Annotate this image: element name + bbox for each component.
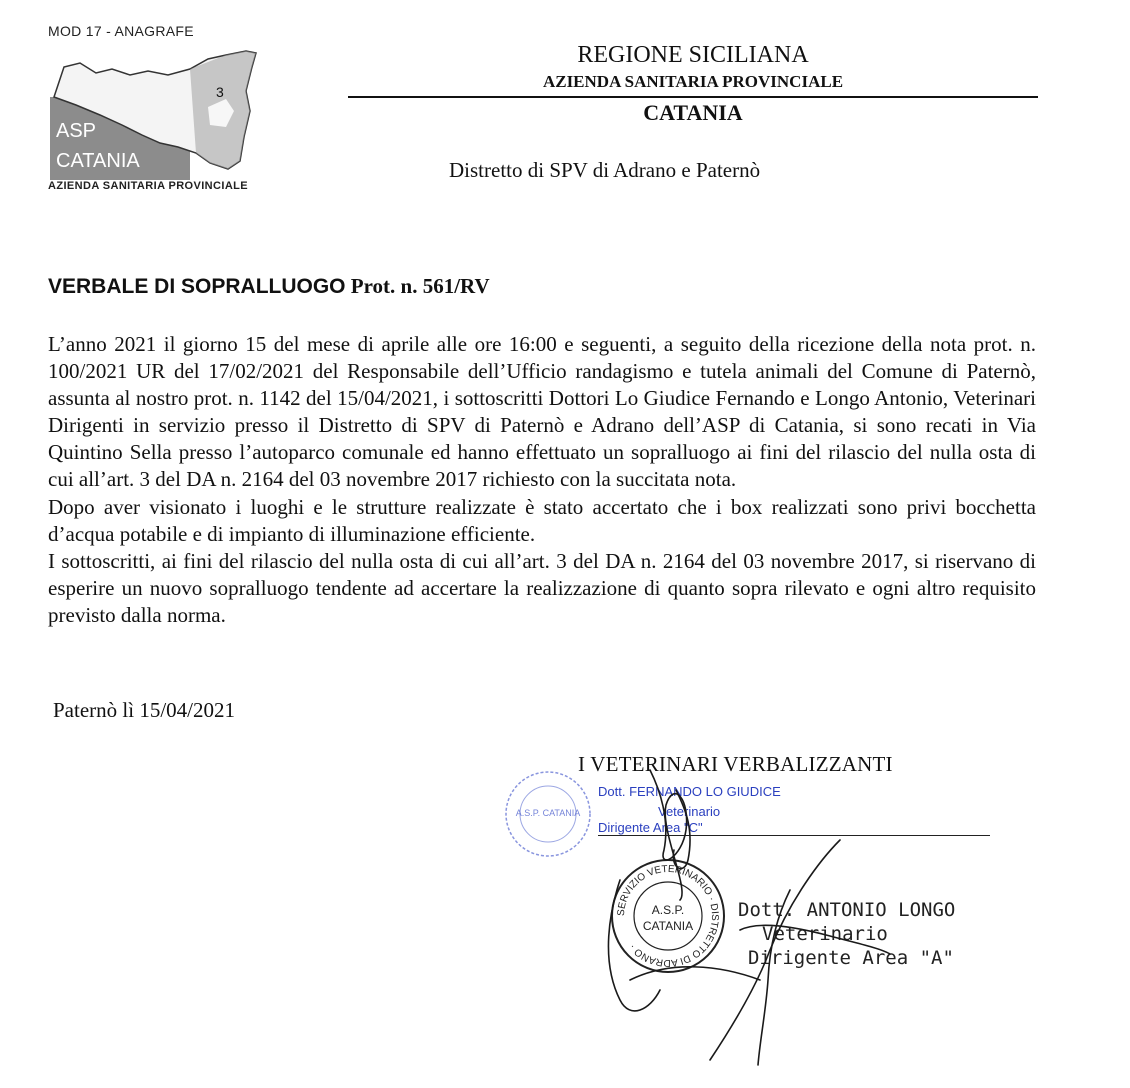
asp-logo	[50, 45, 278, 180]
vet1-name: Dott. FERNANDO LO GIUDICE	[598, 784, 781, 799]
stamp-lo-giudice	[500, 764, 600, 864]
vet1-role: Veterinario	[658, 804, 721, 819]
logo-number: 3	[216, 84, 224, 100]
vet1-rank: Dirigente Area "C"	[598, 820, 703, 835]
signatories-title: I VETERINARI VERBALIZZANTI	[578, 752, 893, 776]
logo-asp: ASP	[56, 120, 97, 142]
vet2-name: Dott. ANTONIO LONGO	[738, 899, 956, 921]
header-rule	[348, 96, 1038, 98]
stamp1-text: A.S.P. CATANIA	[515, 808, 581, 818]
vet2-rank: Dirigente Area "A"	[748, 947, 954, 969]
region-name: REGIONE SICILIANA	[577, 42, 809, 68]
form-code: MOD 17 - ANAGRAFE	[48, 23, 194, 39]
paragraph-3: I sottoscritti, ai fini del rilascio del nulla osta di cui all’art. 3 del DA n. 2164 del 03 novembre 2017, si riservano di esperire un nuovo sopralluogo tendente ad accertare la realizzazione di quanto sopra rilevato e ogni altro requisito previsto dalla norma.	[48, 548, 1036, 627]
place-date: Paternò lì 15/04/2021	[53, 698, 235, 722]
authority-name: AZIENDA SANITARIA PROVINCIALE	[542, 72, 844, 91]
document-body	[48, 331, 1036, 629]
handwritten-signatures	[590, 750, 910, 1070]
logo-caption: AZIENDA SANITARIA PROVINCIALE	[48, 180, 249, 192]
city-name: CATANIA	[643, 100, 743, 125]
paragraph-2: Dopo aver visionato i luoghi e le strutture realizzate è stato accertato che i box realizzati sono privi bocchetta d’acqua potabile e di impianto di illuminazione efficiente.	[48, 494, 1036, 546]
district-name: Distretto di SPV di Adrano e Paternò	[449, 158, 761, 182]
title-main: VERBALE DI SOPRALLUOGO	[48, 275, 346, 298]
vet2-role: Veterinario	[762, 923, 888, 945]
stamp2-center1: A.S.P.	[651, 903, 685, 917]
document-title	[48, 274, 490, 299]
stamp2-center2: CATANIA	[642, 919, 694, 933]
title-protocol: Prot. n. 561/RV	[345, 274, 490, 298]
paragraph-1: L’anno 2021 il giorno 15 del mese di aprile alle ore 16:00 e seguenti, a seguito della ricezione della nota prot. n. 100/2021 UR del 17/02/2021 del Responsabile dell’Ufficio randagismo e tutela animali del Comune di Paternò, assunta al nostro prot. n. 1142 del 15/04/2021, i sottoscritti Dottori Lo Giudice Fernando e Longo Antonio, Veterinari Dirigenti in servizio presso il Distretto di SPV di Paternò e Adrano dell’ASP di Catania, si sono recati in Via Quintino Sella presso l’autoparco comunale ed hanno effettuato un sopralluogo ai fini del rilascio del nulla osta di cui all’art. 3 del DA n. 2164 del 03 novembre 2017 richiesto con la succitata nota.	[48, 332, 1036, 492]
logo-catania: CATANIA	[56, 150, 140, 172]
stamp2-ring-text: SERVIZIO VETERINARIO · DISTRETTO DI ADRANO ·	[615, 863, 721, 969]
